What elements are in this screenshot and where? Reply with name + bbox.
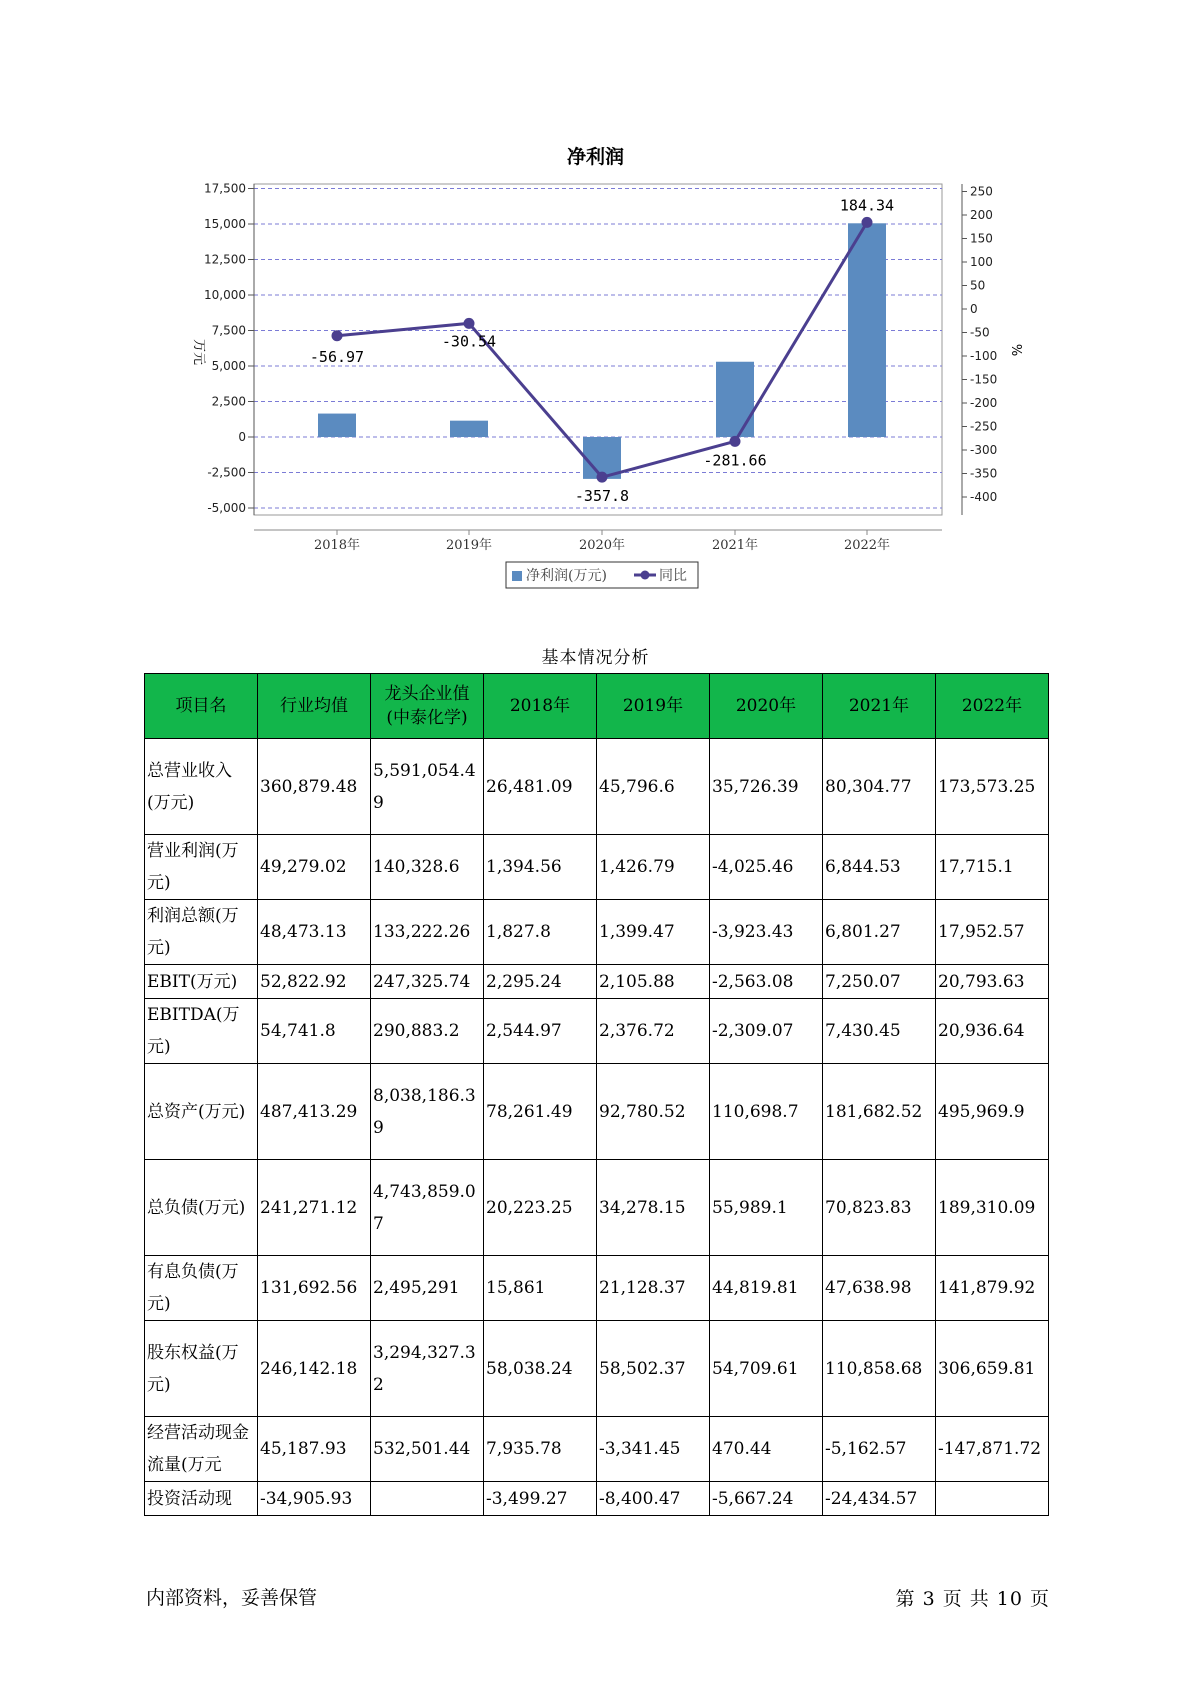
y-axis-label-right: % bbox=[1008, 343, 1023, 357]
table-cell: -147,871.72 bbox=[936, 1417, 1049, 1482]
table-cell: 131,692.56 bbox=[258, 1256, 371, 1321]
table-cell: 2,105.88 bbox=[597, 965, 710, 999]
y-tick-label-left: 0 bbox=[238, 430, 246, 444]
table-cell: 241,271.12 bbox=[258, 1160, 371, 1256]
table-cell: 246,142.18 bbox=[258, 1321, 371, 1417]
column-header: 2020年 bbox=[710, 674, 823, 739]
y-tick-label-right: 50 bbox=[970, 278, 986, 293]
table-cell: 58,038.24 bbox=[484, 1321, 597, 1417]
y-tick-label-right: 0 bbox=[970, 302, 978, 316]
column-header: 项目名 bbox=[145, 674, 258, 739]
table-cell: 7,250.07 bbox=[823, 965, 936, 999]
table-cell: 4,743,859.07 bbox=[371, 1160, 484, 1256]
y-tick-label-right: 150 bbox=[970, 231, 993, 246]
yoy-data-label: 184.34 bbox=[839, 196, 895, 215]
table-cell: 247,325.74 bbox=[371, 965, 484, 999]
row-label: EBITDA(万元) bbox=[145, 999, 258, 1064]
table-cell: 290,883.2 bbox=[371, 999, 484, 1064]
y-tick-label-left: 5,000 bbox=[211, 359, 246, 373]
y-tick-label-right: -200 bbox=[970, 396, 998, 410]
y-tick-label-left: -2,500 bbox=[207, 465, 246, 480]
table-cell: 306,659.81 bbox=[936, 1321, 1049, 1417]
footer-confidential-note: 内部资料，妥善保管 bbox=[146, 1587, 318, 1609]
table-cell: 532,501.44 bbox=[371, 1417, 484, 1482]
table-cell: 78,261.49 bbox=[484, 1064, 597, 1160]
y-tick-label-left: 7,500 bbox=[211, 323, 246, 338]
table-cell: 45,187.93 bbox=[258, 1417, 371, 1482]
table-cell: 110,698.7 bbox=[710, 1064, 823, 1160]
table-cell: 495,969.9 bbox=[936, 1064, 1049, 1160]
yoy-data-label: -56.97 bbox=[309, 347, 365, 366]
column-header: 龙头企业值(中泰化学) bbox=[371, 674, 484, 739]
table-cell: 8,038,186.39 bbox=[371, 1064, 484, 1160]
column-header: 2018年 bbox=[484, 674, 597, 739]
table-cell: -3,341.45 bbox=[597, 1417, 710, 1482]
yoy-point bbox=[464, 318, 475, 329]
column-header: 2022年 bbox=[936, 674, 1049, 739]
yoy-point bbox=[730, 436, 741, 447]
yoy-data-label: -357.8 bbox=[574, 487, 630, 506]
yoy-data-label: -281.66 bbox=[703, 451, 767, 470]
table-cell: 6,844.53 bbox=[823, 835, 936, 900]
table-cell: 140,328.6 bbox=[371, 835, 484, 900]
table-cell: -4,025.46 bbox=[710, 835, 823, 900]
table-cell: -8,400.47 bbox=[597, 1482, 710, 1516]
table-cell: 20,936.64 bbox=[936, 999, 1049, 1064]
y-tick-label-left: -5,000 bbox=[207, 501, 246, 515]
table-row bbox=[145, 965, 1049, 999]
table-cell: -34,905.93 bbox=[258, 1482, 371, 1516]
table-cell bbox=[371, 1482, 484, 1516]
table-cell: 34,278.15 bbox=[597, 1160, 710, 1256]
row-label: 股东权益(万元) bbox=[145, 1321, 258, 1417]
table-cell: 20,223.25 bbox=[484, 1160, 597, 1256]
table-row bbox=[145, 1321, 1049, 1417]
y-tick-label-right: -50 bbox=[970, 325, 990, 340]
column-header: 行业均值 bbox=[258, 674, 371, 739]
table-cell: 487,413.29 bbox=[258, 1064, 371, 1160]
bar bbox=[716, 362, 754, 437]
x-tick-label: 2018年 bbox=[313, 538, 361, 553]
table-cell: -2,563.08 bbox=[710, 965, 823, 999]
y-tick-label-right: -300 bbox=[970, 443, 998, 457]
y-tick-label-left: 17,500 bbox=[204, 181, 246, 196]
table-cell: 44,819.81 bbox=[710, 1256, 823, 1321]
table-cell: 70,823.83 bbox=[823, 1160, 936, 1256]
table-cell: 58,502.37 bbox=[597, 1321, 710, 1417]
table-cell: -5,162.57 bbox=[823, 1417, 936, 1482]
table-cell: 2,376.72 bbox=[597, 999, 710, 1064]
table-cell: -3,499.27 bbox=[484, 1482, 597, 1516]
table-row bbox=[145, 1160, 1049, 1256]
table-cell: 17,715.1 bbox=[936, 835, 1049, 900]
table-cell: 141,879.92 bbox=[936, 1256, 1049, 1321]
table-cell: 189,310.09 bbox=[936, 1160, 1049, 1256]
table-row bbox=[145, 1417, 1049, 1482]
x-tick-label: 2022年 bbox=[843, 538, 891, 553]
y-tick-label-right: -250 bbox=[970, 419, 998, 434]
table-cell: 92,780.52 bbox=[597, 1064, 710, 1160]
table-cell: 80,304.77 bbox=[823, 739, 936, 835]
table-row bbox=[145, 900, 1049, 965]
table-cell: 1,827.8 bbox=[484, 900, 597, 965]
column-header: 2021年 bbox=[823, 674, 936, 739]
table-cell: 55,989.1 bbox=[710, 1160, 823, 1256]
table-cell: 54,741.8 bbox=[258, 999, 371, 1064]
table-row bbox=[145, 1064, 1049, 1160]
table-cell: 3,294,327.32 bbox=[371, 1321, 484, 1417]
x-tick-label: 2021年 bbox=[711, 538, 759, 553]
table-cell: 133,222.26 bbox=[371, 900, 484, 965]
y-tick-label-right: 200 bbox=[970, 208, 993, 222]
table-cell: 181,682.52 bbox=[823, 1064, 936, 1160]
legend-label-line: 同比 bbox=[659, 568, 687, 584]
row-label: 总营业收入(万元) bbox=[145, 739, 258, 835]
row-label: 营业利润(万元) bbox=[145, 835, 258, 900]
basic-analysis-table bbox=[144, 673, 1049, 1516]
x-tick-label: 2020年 bbox=[578, 538, 626, 553]
legend-swatch-point bbox=[641, 571, 650, 580]
table-row bbox=[145, 999, 1049, 1064]
table-cell: 5,591,054.49 bbox=[371, 739, 484, 835]
table-cell: 1,394.56 bbox=[484, 835, 597, 900]
table-cell: 470.44 bbox=[710, 1417, 823, 1482]
table-cell: 7,935.78 bbox=[484, 1417, 597, 1482]
row-label: EBIT(万元) bbox=[145, 965, 258, 999]
row-label: 总负债(万元) bbox=[145, 1160, 258, 1256]
table-cell: -2,309.07 bbox=[710, 999, 823, 1064]
y-tick-label-right: 100 bbox=[970, 255, 993, 269]
table-cell: 2,544.97 bbox=[484, 999, 597, 1064]
table-cell: 54,709.61 bbox=[710, 1321, 823, 1417]
table-cell: 35,726.39 bbox=[710, 739, 823, 835]
legend-label-bar: 净利润(万元) bbox=[526, 568, 607, 584]
net-profit-chart bbox=[0, 0, 1191, 600]
y-tick-label-left: 10,000 bbox=[204, 288, 246, 302]
table-cell: 2,295.24 bbox=[484, 965, 597, 999]
table-caption: 基本情况分析 bbox=[541, 648, 650, 668]
table-cell: 17,952.57 bbox=[936, 900, 1049, 965]
table-cell: 47,638.98 bbox=[823, 1256, 936, 1321]
table-header-row bbox=[145, 674, 1049, 739]
y-tick-label-right: -100 bbox=[970, 349, 998, 363]
y-tick-label-right: 250 bbox=[970, 184, 993, 199]
column-header: 2019年 bbox=[597, 674, 710, 739]
table-row bbox=[145, 1256, 1049, 1321]
table-cell: 1,426.79 bbox=[597, 835, 710, 900]
table-cell: 21,128.37 bbox=[597, 1256, 710, 1321]
row-label: 利润总额(万元) bbox=[145, 900, 258, 965]
table-cell: 20,793.63 bbox=[936, 965, 1049, 999]
y-tick-label-right: -400 bbox=[970, 490, 998, 504]
table-cell: 110,858.68 bbox=[823, 1321, 936, 1417]
yoy-point bbox=[862, 217, 873, 228]
table-cell: 2,495,291 bbox=[371, 1256, 484, 1321]
x-tick-label: 2019年 bbox=[445, 538, 493, 553]
yoy-point bbox=[332, 330, 343, 341]
bar bbox=[318, 414, 356, 437]
yoy-data-label: -30.54 bbox=[441, 332, 497, 351]
table-cell: 49,279.02 bbox=[258, 835, 371, 900]
legend-swatch-bar bbox=[512, 571, 522, 581]
y-tick-label-left: 2,500 bbox=[211, 394, 246, 409]
table-cell: 1,399.47 bbox=[597, 900, 710, 965]
bar bbox=[848, 223, 886, 437]
table-row bbox=[145, 739, 1049, 835]
row-label: 投资活动现 bbox=[145, 1482, 258, 1516]
yoy-point bbox=[597, 472, 608, 483]
table-row bbox=[145, 1482, 1049, 1516]
y-tick-label-left: 15,000 bbox=[204, 217, 246, 231]
table-cell: 48,473.13 bbox=[258, 900, 371, 965]
row-label: 经营活动现金流量(万元 bbox=[145, 1417, 258, 1482]
table-cell: -3,923.43 bbox=[710, 900, 823, 965]
table-cell: 173,573.25 bbox=[936, 739, 1049, 835]
table-cell: -24,434.57 bbox=[823, 1482, 936, 1516]
chart-title: 净利润 bbox=[566, 146, 624, 168]
table-cell: 52,822.92 bbox=[258, 965, 371, 999]
table-row bbox=[145, 835, 1049, 900]
table-cell: 15,861 bbox=[484, 1256, 597, 1321]
table-cell: -5,667.24 bbox=[710, 1482, 823, 1516]
row-label: 总资产(万元) bbox=[145, 1064, 258, 1160]
table-cell: 45,796.6 bbox=[597, 739, 710, 835]
table-cell: 7,430.45 bbox=[823, 999, 936, 1064]
table-cell: 360,879.48 bbox=[258, 739, 371, 835]
y-axis-label-left: 万元 bbox=[191, 338, 206, 366]
bar bbox=[450, 421, 488, 437]
table-cell bbox=[936, 1482, 1049, 1516]
table-cell: 26,481.09 bbox=[484, 739, 597, 835]
y-tick-label-left: 12,500 bbox=[204, 252, 246, 267]
footer-page-number: 第 3 页 共 10 页 bbox=[895, 1588, 1050, 1610]
y-tick-label-right: -150 bbox=[970, 372, 998, 387]
table-cell: 6,801.27 bbox=[823, 900, 936, 965]
row-label: 有息负债(万元) bbox=[145, 1256, 258, 1321]
y-tick-label-right: -350 bbox=[970, 466, 998, 481]
